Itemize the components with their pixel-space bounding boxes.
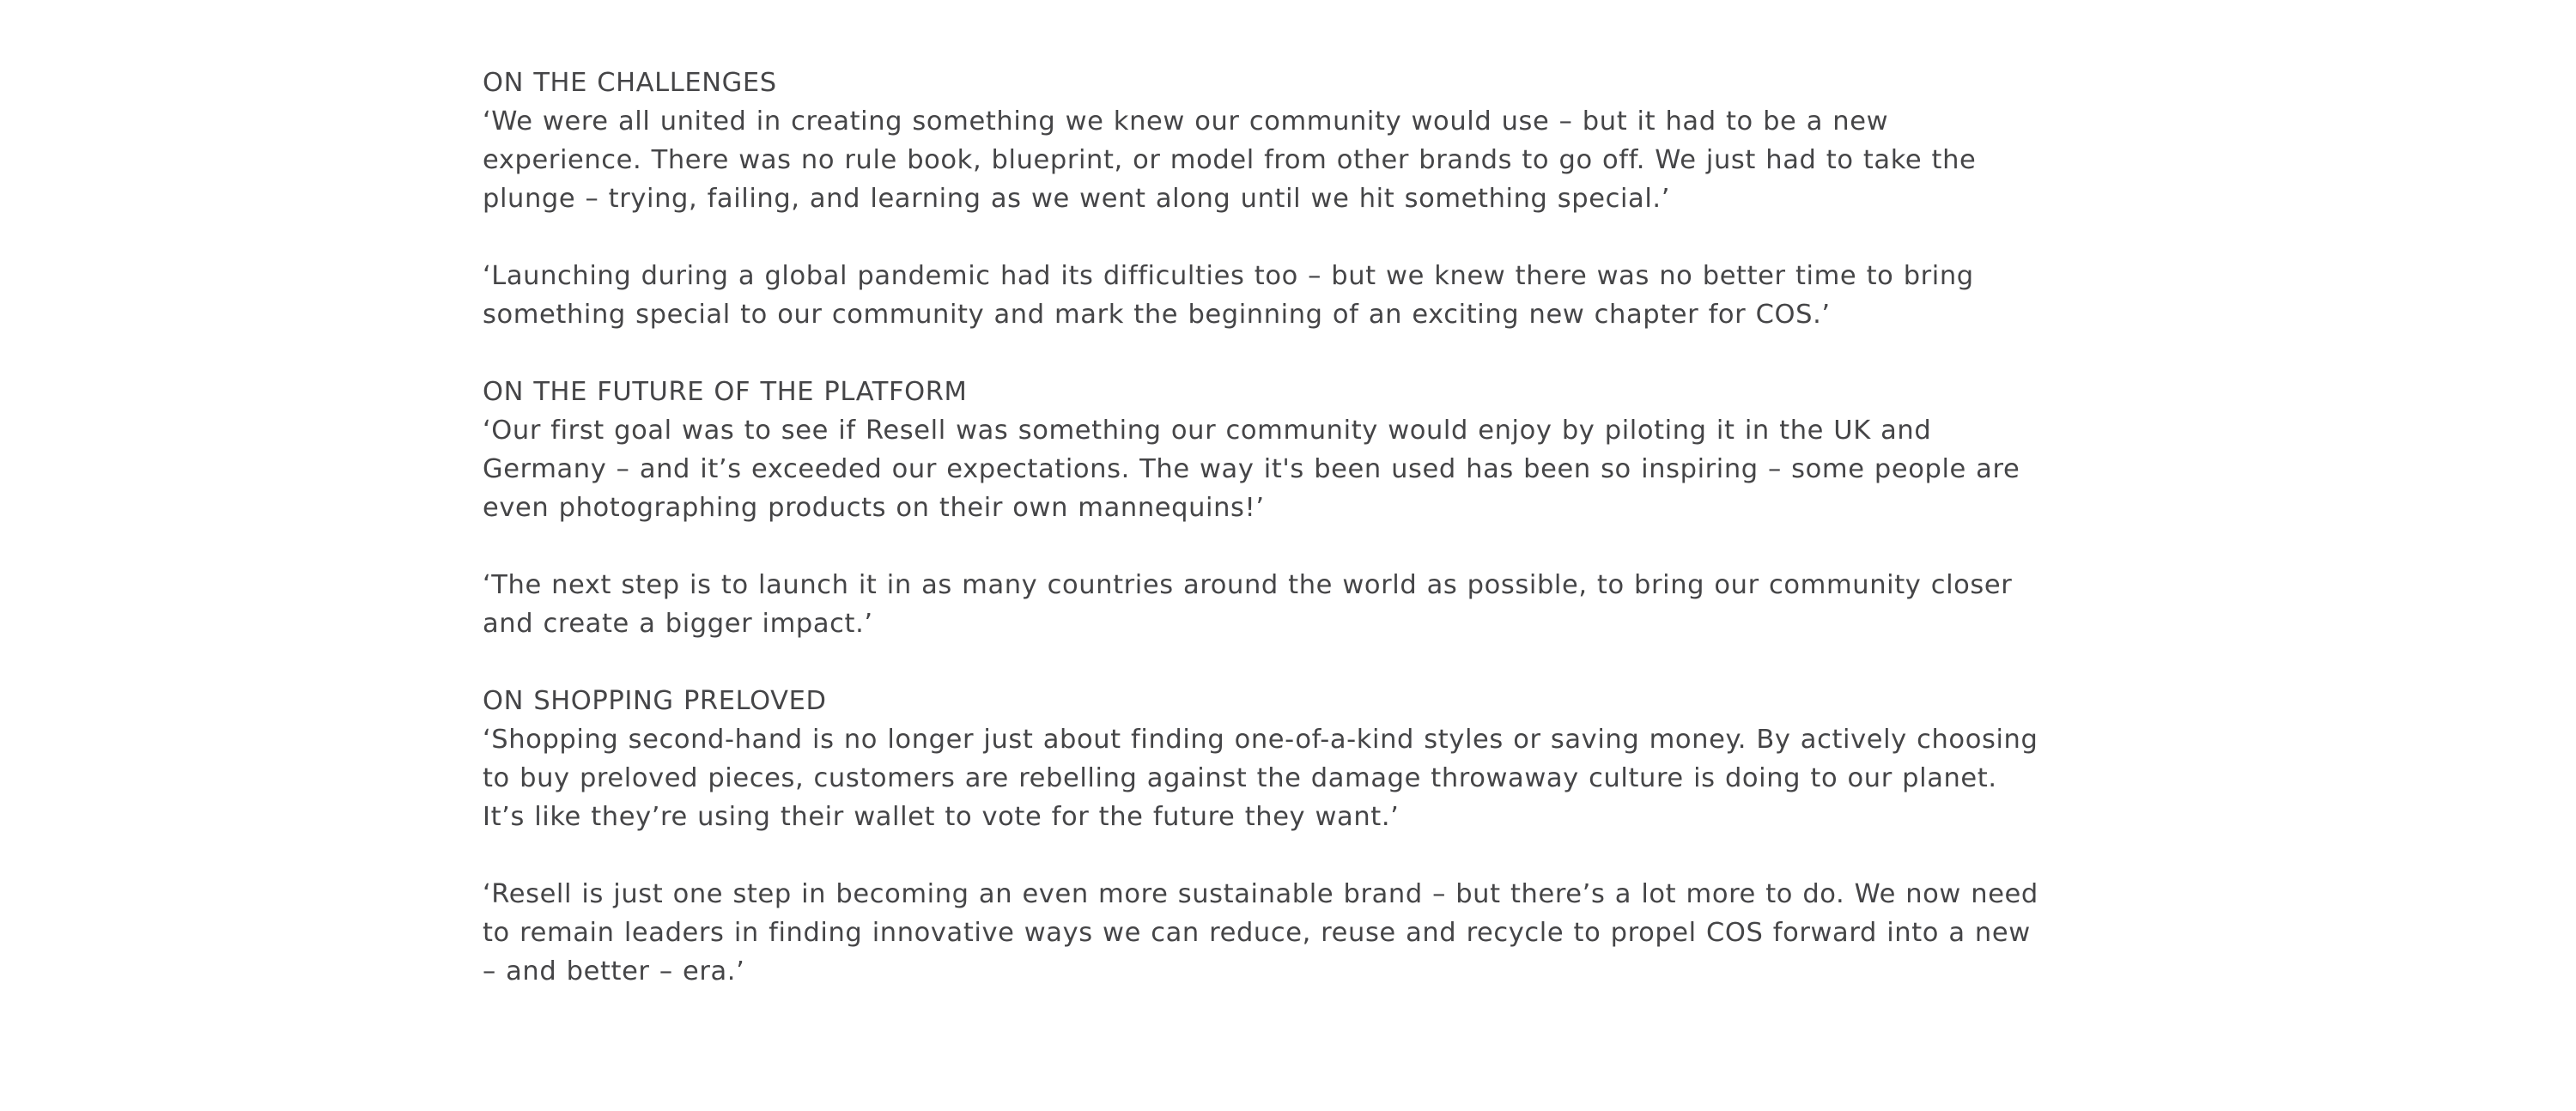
- paragraph-spacer: [483, 527, 2045, 566]
- quote-paragraph: ‘Our first goal was to see if Resell was something our community would enjoy by piloting it in the UK and Germany – and it’s exceeded our expectations. The way it's been used has been so inspiring – some people are even photographing products on their own mannequins!’: [483, 416, 2020, 523]
- section-spacer: [483, 643, 2045, 682]
- section-heading: ON SHOPPING PRELOVED: [483, 686, 827, 716]
- section-spacer: [483, 334, 2045, 373]
- article-body: [483, 64, 2045, 991]
- section-future-of-platform: [483, 373, 2045, 643]
- quote-paragraph: ‘Resell is just one step in becoming an even more sustainable brand – but there’s a lot more to do. We now need to remain leaders in finding innovative ways we can reduce, reuse and recycle to propel COS forward into a new – and better – era.’: [483, 879, 2038, 987]
- quote-paragraph: ‘Shopping second-hand is no longer just about finding one-of-a-kind styles or saving money. By actively choosing to buy preloved pieces, customers are rebelling against the damage throwaway culture is doing to our planet. It’s like they’re using their wallet to vote for the future they want.’: [483, 725, 2038, 832]
- section-shopping-preloved: [483, 682, 2045, 991]
- quote-paragraph: ‘We were all united in creating something we knew our community would use – but it had to be a new experience. There was no rule book, blueprint, or model from other brands to go off. We just had to take the plunge – trying, failing, and learning as we went along until we hit something special.’: [483, 106, 1977, 214]
- section-heading: ON THE CHALLENGES: [483, 68, 777, 98]
- paragraph-spacer: [483, 836, 2045, 875]
- paragraph-spacer: [483, 218, 2045, 257]
- quote-paragraph: ‘The next step is to launch it in as many countries around the world as possible, to bring our community closer and create a bigger impact.’: [483, 570, 2013, 639]
- section-heading: ON THE FUTURE OF THE PLATFORM: [483, 377, 968, 407]
- section-challenges: [483, 64, 2045, 334]
- quote-paragraph: ‘Launching during a global pandemic had its difficulties too – but we knew there was no better time to bring something special to our community and mark the beginning of an exciting new chapter for COS.’: [483, 261, 1974, 330]
